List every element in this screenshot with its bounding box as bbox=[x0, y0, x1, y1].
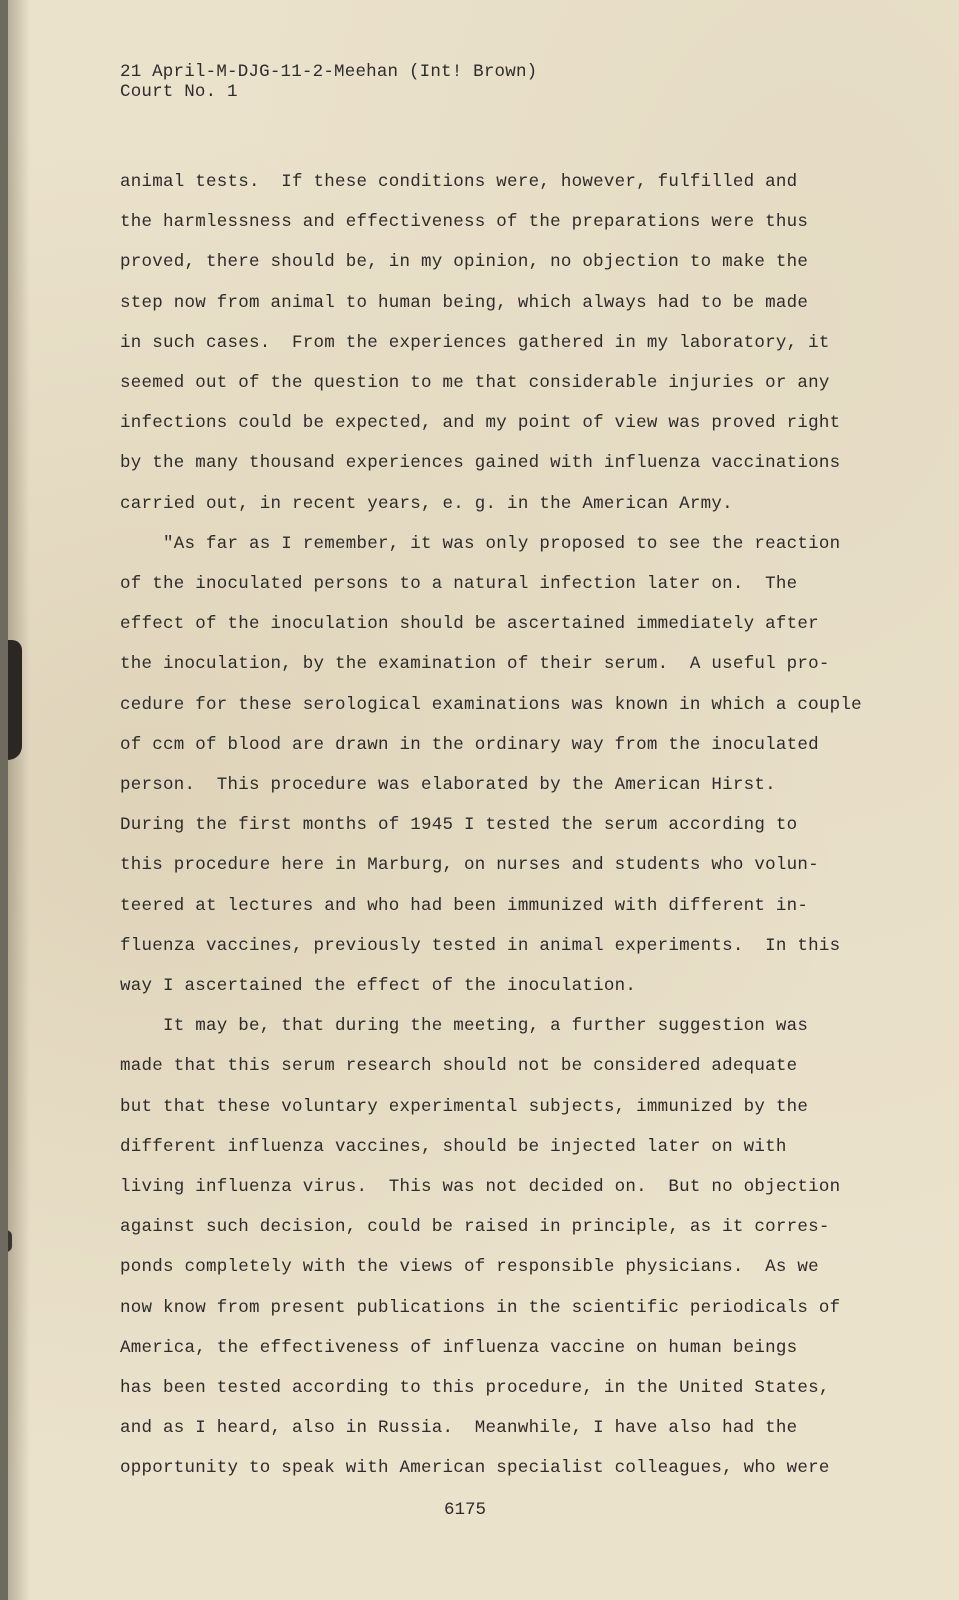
body-line: this procedure here in Marburg, on nurses and students who volun- bbox=[120, 855, 819, 876]
body-line: carried out, in recent years, e. g. in the American Army. bbox=[120, 493, 733, 514]
body-line: made that this serum research should not be considered adequate bbox=[120, 1056, 798, 1077]
body-line: animal tests. If these conditions were, however, fulfilled and bbox=[120, 172, 798, 192]
body-line: infections could be expected, and my point of view was proved right bbox=[120, 413, 841, 434]
body-line: proved, there should be, in my opinion, no objection to make the bbox=[120, 252, 809, 273]
body-line: effect of the inoculation should be ascertained immediately after bbox=[120, 614, 819, 635]
body-line: in such cases. From the experiences gathered in my laboratory, it bbox=[120, 332, 830, 353]
body-line: by the many thousand experiences gained with influenza vaccinations bbox=[120, 453, 841, 474]
body-line: different influenza vaccines, should be injected later on with bbox=[120, 1136, 787, 1157]
body-line: has been tested according to this procedure, in the United States, bbox=[120, 1378, 830, 1398]
body-line: but that these voluntary experimental subjects, immunized by the bbox=[120, 1096, 809, 1117]
body-line: of the inoculated persons to a natural infection later on. The bbox=[120, 574, 798, 594]
body-line: ponds completely with the views of responsible physicians. As we bbox=[120, 1257, 819, 1278]
page-edge-shadow bbox=[8, 0, 30, 1600]
body-line: of ccm of blood are drawn in the ordinary way from the inoculated bbox=[120, 734, 819, 755]
body-line: the harmlessness and effectiveness of the preparations were thus bbox=[120, 212, 809, 233]
torn-edge bbox=[8, 640, 22, 760]
body-line: living influenza virus. This was not decided on. But no objection bbox=[120, 1177, 841, 1197]
body-line: During the first months of 1945 I tested the serum according to bbox=[120, 815, 798, 836]
body-line: teered at lectures and who had been immunized with different in- bbox=[120, 895, 809, 916]
body-line: fluenza vaccines, previously tested in animal experiments. In this bbox=[120, 935, 841, 956]
body-line: way I ascertained the effect of the inoculation. bbox=[120, 976, 637, 996]
header-reference-line: 21 April-M-DJG-11-2-Meehan (Int! Brown) bbox=[120, 62, 538, 82]
body-line: the inoculation, by the examination of their serum. A useful pro- bbox=[120, 654, 830, 675]
body-line: person. This procedure was elaborated by the American Hirst. bbox=[120, 775, 776, 795]
page-number: 6175 bbox=[444, 1500, 487, 1520]
body-line: cedure for these serological examinations was known in which a couple bbox=[120, 694, 862, 715]
document-page bbox=[8, 0, 959, 1600]
body-line: step now from animal to human being, which always had to be made bbox=[120, 292, 809, 313]
header-court-line: Court No. 1 bbox=[120, 82, 238, 102]
body-line: against such decision, could be raised in principle, as it corres- bbox=[120, 1217, 830, 1238]
body-line: and as I heard, also in Russia. Meanwhile, I have also had the bbox=[120, 1418, 798, 1439]
body-line: now know from present publications in the scientific periodicals of bbox=[120, 1297, 841, 1318]
body-line: "As far as I remember, it was only proposed to see the reaction bbox=[120, 533, 841, 554]
body-line: It may be, that during the meeting, a further suggestion was bbox=[120, 1016, 809, 1037]
body-line: opportunity to speak with American specialist colleagues, who were bbox=[120, 1458, 830, 1479]
body-line: seemed out of the question to me that considerable injuries or any bbox=[120, 373, 830, 393]
body-line: America, the effectiveness of influenza vaccine on human beings bbox=[120, 1337, 798, 1358]
